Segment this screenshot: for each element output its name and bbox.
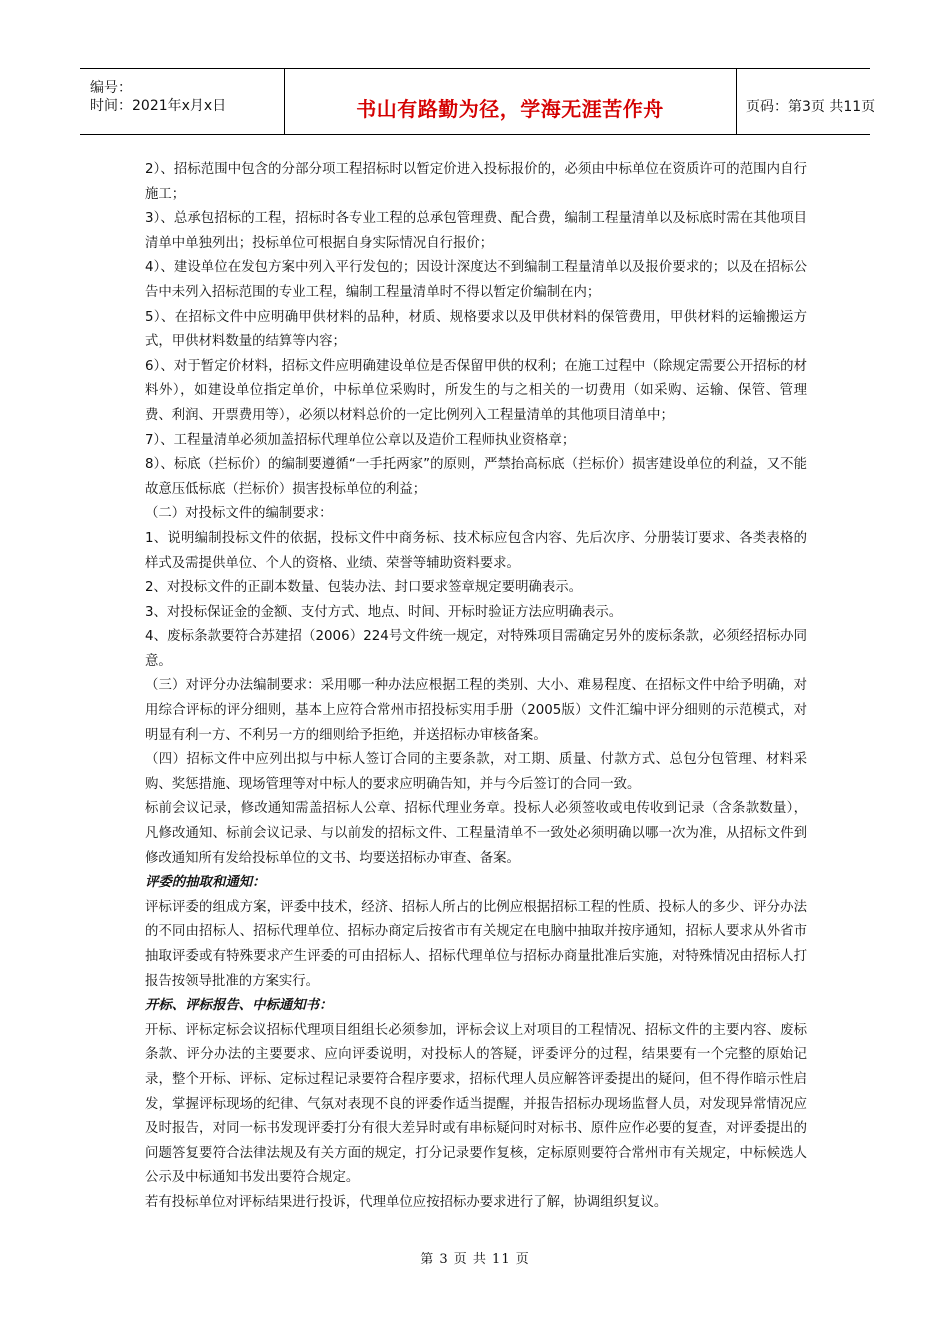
document-body	[145, 158, 807, 1216]
paragraph-item-2: 2）、招标范围中包含的分部分项工程招标时以暂定价进入投标报价的，必须由中标单位在资质许可的范围内自行施工；	[145, 162, 807, 202]
header-motto: 书山有路勤为径，学海无涯苦作舟	[356, 97, 664, 121]
paragraph-bid-opening: 开标、评标定标会议招标代理项目组组长必须参加，评标会议上对项目的工程情况、招标文件的主要内容、废标条款、评分办法的主要要求、应向评委说明，对投标人的答疑，评委评分的过程，结果要有一个完整的原始记录，整个开标、评标、定标过程记录要符合程序要求，招标代理人员应解答评委提出的疑问，但不得作暗示性启发，掌握评标现场的纪律、气氛对表现不良的评委作适当提醒，并报告招标办现场监督人员，对发现异常情况应及时报告，对同一标书发现评委打分有很大差异时或有串标疑问时对标书、原件应作必要的复查，对评委提出的问题答复要符合法律法规及有关方面的规定，打分记录要作复核，定标原则要符合常州市有关规定，中标候选人公示及中标通知书发出要符合规定。	[145, 1022, 807, 1186]
header-left-cell	[80, 69, 285, 134]
section-heading-bid-documents: （二）对投标文件的编制要求：	[145, 506, 333, 522]
header-page-number: 页码：第3页 共11页	[746, 99, 876, 115]
paragraph-bid-3: 3、对投标保证金的金额、支付方式、地点、时间、开标时验证方法应明确表示。	[145, 604, 623, 620]
paragraph-bid-1: 1、说明编制投标文件的依据，投标文件中商务标、技术标应包含内容、先后次序、分册装订要求、各类表格的样式及需提供单位、个人的资格、业绩、荣誉等辅助资料要求。	[145, 530, 807, 571]
paragraph-bid-2: 2、对投标文件的正副本数量、包装办法、封口要求签章规定要明确表示。	[145, 580, 583, 596]
document-number: 编号：	[90, 80, 132, 96]
section-heading-evaluators: 评委的抽取和通知：	[145, 875, 266, 891]
paragraph-item-6: 6）、对于暂定价材料，招标文件应明确建设单位是否保留甲供的权利；在施工过程中（除规定需要公开招标的材料外），如建设单位指定单价，中标单位采购时，所发生的与之相关的一切费用（如采购、运输、保管、管理费、利润、开票费用等），必须以材料总价的一定比例列入工程量清单的其他项目清单中；	[145, 358, 807, 423]
paragraph-bid-4: 4、废标条款要符合苏建招（2006）224号文件统一规定，对特殊项目需确定另外的废标条款，必须经招标办同意。	[145, 629, 807, 669]
paragraph-item-4: 4）、建设单位在发包方案中列入平行发包的；因设计深度达不到编制工程量清单以及报价要求的；以及在招标公告中未列入招标范围的专业工程，编制工程量清单时不得以暂定价编制在内；	[145, 260, 807, 300]
paragraph-item-5: 5）、在招标文件中应明确甲供材料的品种，材质、规格要求以及甲供材料的保管费用，甲供材料的运输搬运方式，甲供材料数量的结算等内容；	[145, 309, 807, 350]
paragraph-scoring-method: （三）对评分办法编制要求：采用哪一种办法应根据工程的类别、大小、难易程度、在招标文件中给予明确，对用综合评标的评分细则，基本上应符合常州市招投标实用手册（2005版）文件汇编中评分细则的示范模式，对明显有利一方、不利另一方的细则给予拒绝，并送招标办审核备案。	[145, 678, 807, 743]
header-right-cell	[736, 69, 876, 134]
paragraph-item-7: 7）、工程量清单必须加盖招标代理单位公章以及造价工程师执业资格章；	[145, 432, 576, 448]
paragraph-evaluators: 评标评委的组成方案，评委中技术，经济、招标人所占的比例应根据招标工程的性质、投标人的多少、评分办法的不同由招标人、招标代理单位、招标办商定后按省市有关规定在电脑中抽取并按序通知，招标人要求从外省市抽取评委或有特殊要求产生评委的可由招标人、招标代理单位与招标办商量批准后实施，对特殊情况由招标人打报告按领导批准的方案实行。	[145, 899, 807, 989]
paragraph-item-8: 8）、标底（拦标价）的编制要遵循“一手托两家”的原则，严禁抬高标底（拦标价）损害建设单位的利益，又不能故意压低标底（拦标价）损害投标单位的利益；	[145, 457, 807, 497]
document-date: 时间：2021年x月x日	[90, 98, 227, 114]
page-footer: 第 3 页 共 11 页	[420, 1252, 530, 1267]
paragraph-pre-bid-meeting: 标前会议记录，修改通知需盖招标人公章、招标代理业务章。投标人必须签收或电传收到记录（含条款数量），凡修改通知、标前会议记录、与以前发的招标文件、工程量清单不一致处必须明确以哪一次为准，从招标文件到修改通知所有发给投标单位的文书、均要送招标办审查、备案。	[145, 801, 807, 866]
paragraph-complaints: 若有投标单位对评标结果进行投诉，代理单位应按招标办要求进行了解，协调组织复议。	[145, 1194, 668, 1210]
paragraph-contract-terms: （四）招标文件中应列出拟与中标人签订合同的主要条款，对工期、质量、付款方式、总包分包管理、材料采购、奖惩措施、现场管理等对中标人的要求应明确告知，并与今后签订的合同一致。	[145, 752, 807, 792]
page-header	[80, 68, 876, 135]
header-center-cell	[284, 69, 737, 134]
paragraph-item-3: 3）、总承包招标的工程，招标时各专业工程的总承包管理费、配合费，编制工程量清单以及标底时需在其他项目清单中单独列出；投标单位可根据自身实际情况自行报价；	[145, 211, 807, 251]
section-heading-bid-opening: 开标、评标报告、中标通知书：	[145, 998, 333, 1014]
